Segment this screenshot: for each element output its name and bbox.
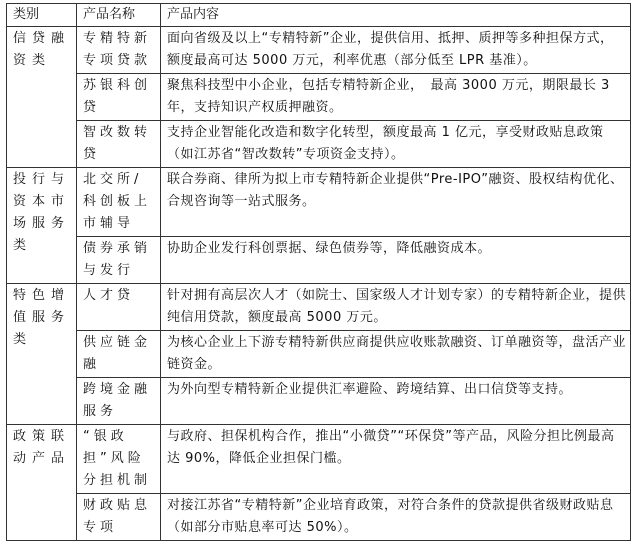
product-content-cell: 聚焦科技型中小企业，包括专精特新企业， 最高 3000 万元，期限最长 3 年，支持知识产权质押融资。 [161, 74, 631, 121]
header-row [7, 4, 631, 27]
product-name-cell: 苏银科创贷 [77, 74, 161, 121]
table-row [7, 494, 631, 541]
header-product-content: 产品内容 [161, 4, 631, 27]
header-product-name: 产品名称 [77, 4, 161, 27]
product-name-cell: 财政贴息专项 [77, 494, 161, 541]
product-content-cell: 针对拥有高层次人才（如院士、国家级人才计划专家）的专精特新企业，提供纯信用贷款，额度最高 5000 万元。 [161, 284, 631, 331]
table-row [7, 237, 631, 284]
product-name-cell: 智改数转贷 [77, 121, 161, 168]
table-row [7, 27, 631, 74]
product-content-cell: 面向省级及以上“专精特新”企业，提供信用、抵押、质押等多种担保方式，额度最高可达 5000 万元，利率优惠（部分低至 LPR 基准）。 [161, 27, 631, 74]
product-name-cell: 债券承销与发行 [77, 237, 161, 284]
category-cell: 信贷融资类 [7, 27, 77, 168]
product-name-cell: “银政担”风险分担机制 [77, 425, 161, 494]
header-category: 类别 [7, 4, 77, 27]
table-row [7, 331, 631, 378]
product-name-cell: 供应链金融 [77, 331, 161, 378]
product-content-cell: 与政府、担保机构合作，推出“小微贷”“环保贷”等产品，风险分担比例最高达 90%，降低企业担保门槛。 [161, 425, 631, 494]
product-name-cell: 跨境金融服务 [77, 378, 161, 425]
product-content-cell: 支持企业智能化改造和数字化转型，额度最高 1 亿元，享受财政贴息政策（如江苏省“智改数转”专项资金支持）。 [161, 121, 631, 168]
category-cell: 投行与资本市场服务类 [7, 168, 77, 284]
product-content-cell: 对接江苏省“专精特新”企业培育政策，对符合条件的贷款提供省级财政贴息（如部分市贴息率可达 50%）。 [161, 494, 631, 541]
table-row [7, 121, 631, 168]
table-row [7, 284, 631, 331]
product-name-cell: 人才贷 [77, 284, 161, 331]
product-name-cell: 北交所/科创板上市辅导 [77, 168, 161, 237]
product-content-cell: 为核心企业上下游专精特新供应商提供应收账款融资、订单融资等，盘活产业链资金。 [161, 331, 631, 378]
product-content-cell: 协助企业发行科创票据、绿色债券等，降低融资成本。 [161, 237, 631, 284]
product-content-cell: 为外向型专精特新企业提供汇率避险、跨境结算、出口信贷等支持。 [161, 378, 631, 425]
product-content-cell: 联合券商、律所为拟上市专精特新企业提供“Pre-IPO”融资、股权结构优化、合规咨询等一站式服务。 [161, 168, 631, 237]
product-table [6, 3, 631, 541]
table-row [7, 378, 631, 425]
table-row [7, 74, 631, 121]
product-name-cell: 专精特新专项贷款 [77, 27, 161, 74]
category-cell: 特色增值服务类 [7, 284, 77, 425]
table-row [7, 168, 631, 237]
table-row [7, 425, 631, 494]
category-cell: 政策联动产品 [7, 425, 77, 541]
